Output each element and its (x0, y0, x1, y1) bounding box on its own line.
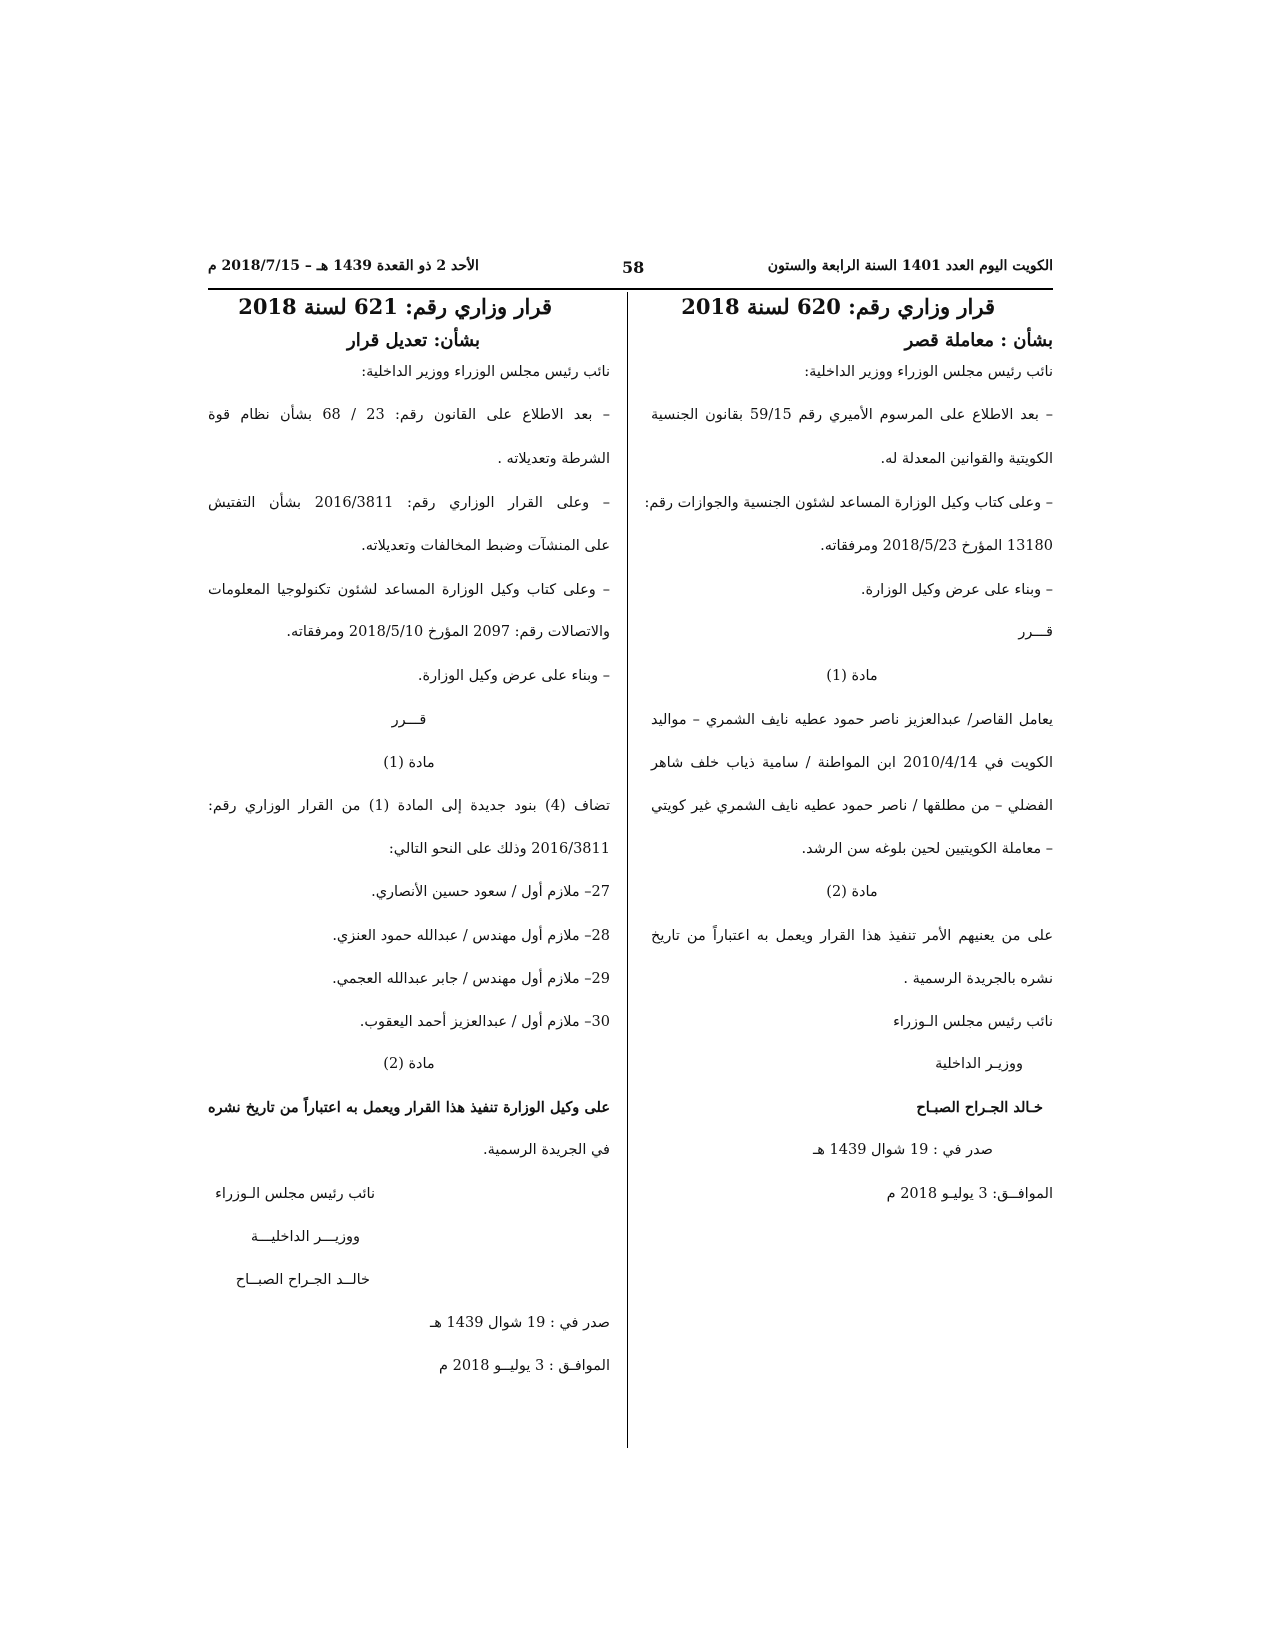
preamble-line: – بعد الاطلاع على المرسوم الأميري رقم 59/15 بقانون الجنسية (651, 407, 1053, 423)
signature-title: ووزيـــر الداخليـــة (250, 1229, 360, 1245)
preamble-line: على المنشآت وضبط المخالفات وتعديلاته. (361, 538, 610, 554)
preamble-line: – بعد الاطلاع على القانون رقم: 23 / 68 بشأن نظام قوة (208, 407, 610, 423)
issue-date: صدر في : 19 شوال 1439 هـ (813, 1142, 993, 1158)
preamble-line: والاتصالات رقم: 2097 المؤرخ 2018/5/10 ومرفقاته. (286, 624, 610, 640)
preamble-line: 13180 المؤرخ 2018/5/23 ومرفقاته. (820, 538, 1053, 554)
decree-subject: بشأن: تعديل قرار (347, 330, 480, 351)
article-text: على من يعنيهم الأمر تنفيذ هذا القرار ويعمل به اعتباراً من تاريخ (651, 928, 1053, 944)
article-heading: مادة (2) (826, 884, 878, 900)
signature-name: خـالد الجـراح الصبـاح (916, 1099, 1043, 1116)
decided-heading: قـــرر (1018, 624, 1053, 640)
page-number: 58 (622, 258, 645, 277)
signature-title: نائب رئيس مجلس الـوزراء (893, 1014, 1053, 1030)
article-text: نشره بالجريدة الرسمية . (903, 971, 1053, 987)
header-rule (208, 288, 1053, 290)
list-item: 29– ملازم أول مهندس / جابر عبدالله العجمي. (332, 971, 610, 987)
preamble-line: – وبناء على عرض وكيل الوزارة. (417, 668, 610, 684)
decree-subject: بشأن : معاملة قصر (904, 330, 1053, 351)
article-text: – معاملة الكويتيين لحين بلوغه سن الرشد. (801, 841, 1053, 857)
article-heading: مادة (2) (383, 1056, 435, 1072)
decree-title: قرار وزاري رقم: 621 لسنة 2018 (238, 294, 552, 319)
article-text: على وكيل الوزارة تنفيذ هذا القرار ويعمل به اعتباراً من تاريخ نشره (208, 1099, 610, 1116)
preamble-line: الكويتية والقوانين المعدلة له. (880, 451, 1053, 467)
list-item: 30– ملازم أول / عبدالعزيز أحمد اليعقوب. (359, 1014, 610, 1030)
article-heading: مادة (1) (826, 668, 878, 684)
preamble-line: الشرطة وتعديلاته . (497, 451, 610, 467)
header-issue-info: الكويت اليوم العدد 1401 السنة الرابعة والستون (767, 258, 1053, 274)
page-header (208, 258, 1053, 284)
decree-title: قرار وزاري رقم: 620 لسنة 2018 (681, 294, 995, 319)
signature-title: نائب رئيس مجلس الـوزراء (215, 1186, 375, 1202)
article-text: 2016/3811 وذلك على النحو التالي: (388, 841, 610, 857)
signature-title: ووزيـر الداخلية (935, 1056, 1023, 1072)
decided-heading: قـــرر (391, 712, 427, 728)
column-divider (627, 292, 628, 1448)
corresponding-date: الموافـق : 3 يوليــو 2018 م (439, 1358, 610, 1374)
article-text: الفضلي – من مطلقها / ناصر حمود عطيه نايف الشمري غير كويتي (651, 798, 1053, 814)
list-item: 27– ملازم أول / سعود حسين الأنصاري. (371, 884, 610, 900)
article-text: تضاف (4) بنود جديدة إلى المادة (1) من القرار الوزاري رقم: (208, 798, 611, 814)
list-item: 28– ملازم أول مهندس / عبدالله حمود العنزي. (332, 928, 610, 944)
article-heading: مادة (1) (383, 755, 435, 771)
preamble-line: – وعلى كتاب وكيل الوزارة المساعد لشئون الجنسية والجوازات رقم: (644, 495, 1053, 511)
article-text: في الجريدة الرسمية. (482, 1142, 610, 1158)
decree-issuer: نائب رئيس مجلس الوزراء ووزير الداخلية: (361, 364, 610, 380)
article-text: الكويت في 2010/4/14 ابن المواطنة / سامية ذياب خلف شاهر (651, 755, 1053, 771)
corresponding-date: الموافــق: 3 يوليـو 2018 م (886, 1186, 1053, 1202)
preamble-line: – وعلى القرار الوزاري رقم: 2016/3811 بشأن التفتيش (208, 495, 611, 511)
preamble-line: – وبناء على عرض وكيل الوزارة. (860, 582, 1053, 598)
article-text: يعامل القاصر/ عبدالعزيز ناصر حمود عطيه نايف الشمري – مواليد (651, 712, 1053, 728)
header-date: الأحد 2 ذو القعدة 1439 هـ – 2018/7/15 م (208, 258, 479, 274)
decree-issuer: نائب رئيس مجلس الوزراء ووزير الداخلية: (804, 364, 1053, 380)
issue-date: صدر في : 19 شوال 1439 هـ (430, 1315, 610, 1331)
preamble-line: – وعلى كتاب وكيل الوزارة المساعد لشئون تكنولوجيا المعلومات (208, 582, 610, 598)
signature-name: خالــد الجـراح الصبــاح (235, 1272, 370, 1288)
